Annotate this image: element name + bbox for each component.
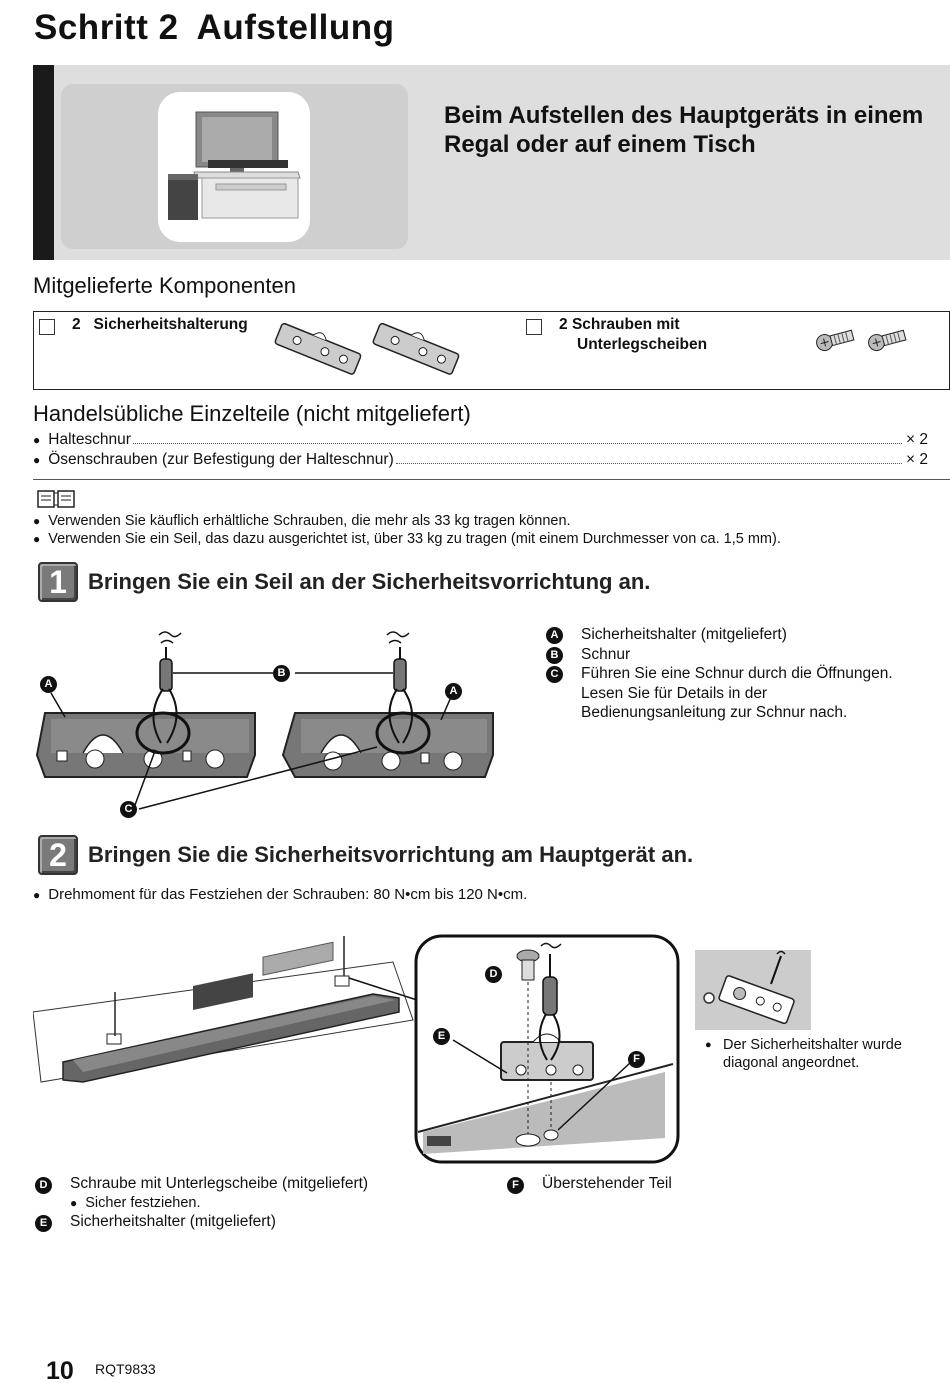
commercial-item-eyebolts: ● Ösenschrauben (zur Befestigung der Halteschnur) × 2 <box>33 451 928 469</box>
legend-item-d-sub: ● Sicher festziehen. <box>70 1194 201 1212</box>
tv-rack-illustration <box>158 92 310 242</box>
section-title: Aufstellung <box>196 8 395 47</box>
step-1-icon: 1 <box>38 562 78 602</box>
callout-e: E <box>433 1028 450 1045</box>
step-label: Schritt 2 <box>34 8 179 47</box>
step-1-legend <box>546 625 946 723</box>
step-2-icon: 2 <box>38 835 78 875</box>
step-1-title: Bringen Sie ein Seil an der Sicherheitsvorrichtung an. <box>88 569 651 594</box>
commercial-heading: Handelsübliche Einzelteile (nicht mitgeliefert) <box>33 401 471 426</box>
legend-item-a: A Sicherheitshalter (mitgeliefert) <box>546 625 946 645</box>
screw-parts-icon <box>814 322 914 356</box>
callout-a-left: A <box>40 676 57 693</box>
page-title <box>34 8 395 48</box>
tv-on-shelf-icon <box>158 92 310 242</box>
banner-title: Beim Aufstellen des Hauptgeräts in einem Regal oder auf einem Tisch <box>444 102 924 158</box>
step-1-illustration <box>33 625 503 825</box>
leader-dots <box>133 443 902 444</box>
bracket-parts-icon <box>271 322 471 382</box>
section-banner <box>33 65 950 260</box>
leader-dots <box>396 463 902 464</box>
supplied-components-box <box>33 311 950 390</box>
step-2-title: Bringen Sie die Sicherheitsvorrichtung am Hauptgerät an. <box>88 842 694 867</box>
torque-note: ● Drehmoment für das Festziehen der Schrauben: 80 N•cm bis 120 N•cm. <box>33 886 527 904</box>
callout-b: B <box>273 665 290 682</box>
supplied-heading: Mitgelieferte Komponenten <box>33 273 296 298</box>
document-code: RQT9833 <box>95 1361 156 1377</box>
legend-item-c: C Führen Sie eine Schnur durch die Öffnungen. Lesen Sie für Details in der Bedienungsanleitung zur Schnur nach. <box>546 664 946 723</box>
supplied-item-screws: 2 Schrauben mit Unterlegscheiben <box>559 316 708 353</box>
checkbox-screws[interactable] <box>526 319 542 335</box>
note-screw-load: ● Verwenden Sie käuflich erhältliche Schrauben, die mehr als 33 kg tragen können. <box>33 512 571 530</box>
diagonal-bracket-illustration <box>695 950 811 1030</box>
callout-d: D <box>485 966 502 983</box>
callout-a-right: A <box>445 683 462 700</box>
note-rope-load: ● Verwenden Sie ein Seil, das dazu ausgerichtet ist, über 33 kg zu tragen (mit einem Durchmesser von ca. 1,5 mm). <box>33 530 781 548</box>
legend-item-b: B Schnur <box>546 645 946 665</box>
book-icon <box>36 488 76 510</box>
page-number: 10 <box>46 1357 74 1383</box>
legend-item-d: D Schraube mit Unterlegscheibe (mitgeliefert) <box>35 1174 495 1194</box>
banner-accent-bar <box>33 65 54 260</box>
checkbox-bracket[interactable] <box>39 319 55 335</box>
legend-item-f: F Überstehender Teil <box>507 1174 807 1194</box>
divider <box>33 479 950 480</box>
commercial-item-cord: ● Halteschnur × 2 <box>33 431 928 449</box>
step-2-illustration <box>33 932 683 1167</box>
legend-item-e: E Sicherheitshalter (mitgeliefert) <box>35 1212 495 1232</box>
callout-f: F <box>628 1051 645 1068</box>
supplied-item-bracket: 2 Sicherheitshalterung <box>72 316 248 333</box>
callout-c: C <box>120 801 137 818</box>
diagonal-bracket-icon <box>695 950 811 1030</box>
diagonal-side-note: ● Der Sicherheitshalter wurde diagonal angeordnet. <box>705 1037 902 1071</box>
